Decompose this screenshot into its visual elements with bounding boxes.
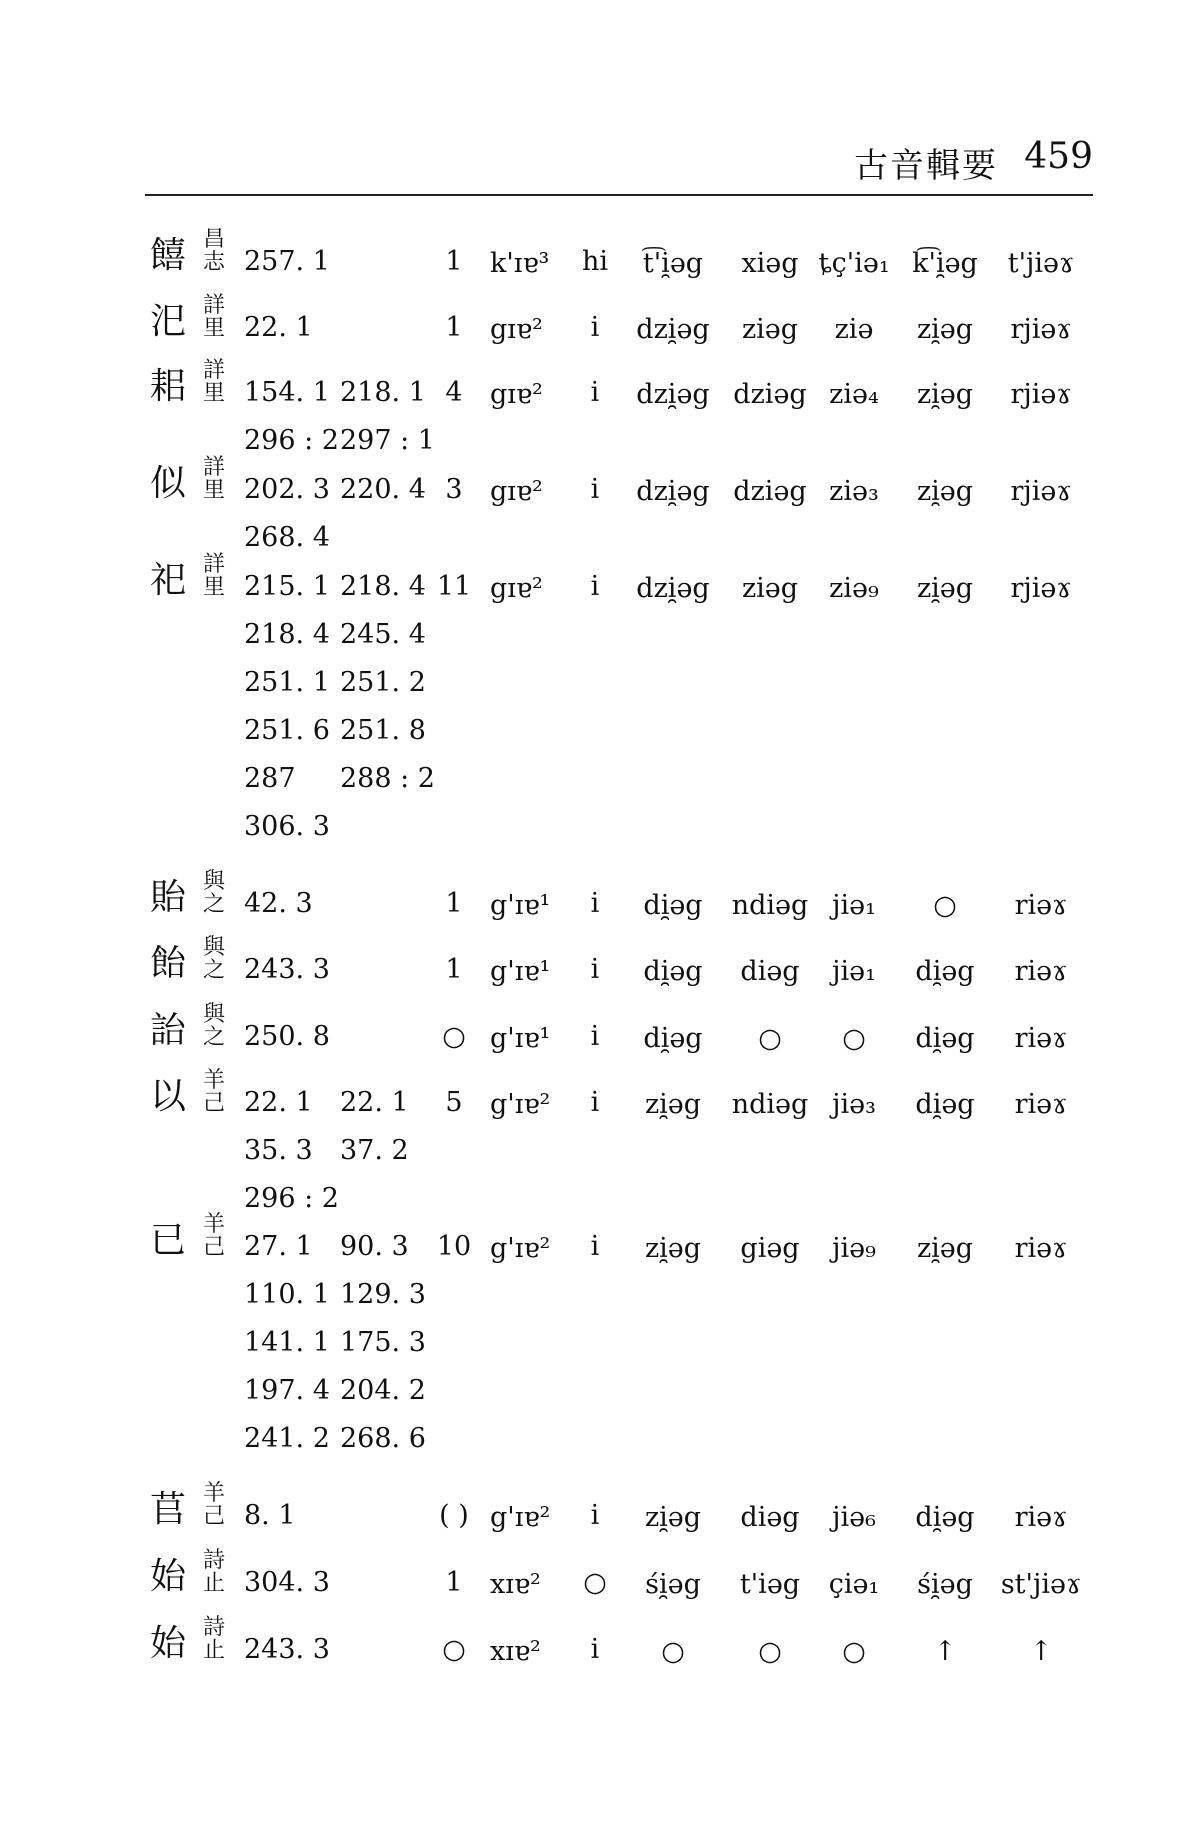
reconstruction-2: i <box>590 571 600 602</box>
reference-number: 245. 4 <box>340 619 426 650</box>
reference-line <box>244 707 435 755</box>
book-title: 古音輯要 <box>854 146 998 186</box>
reference-line <box>244 880 313 928</box>
fanqie-annotation <box>199 870 229 916</box>
reference-number: 175. 3 <box>340 1327 426 1358</box>
reference-list <box>244 880 313 928</box>
reconstruction-2: ○ <box>583 1567 607 1598</box>
reconstruction-5: ziə₄ <box>829 379 879 410</box>
occurrence-count: 1 <box>445 246 463 277</box>
reconstruction-2: i <box>590 954 600 985</box>
fanqie-char: 羊 <box>202 1212 225 1237</box>
reconstruction-6: di̯əg <box>915 1023 975 1054</box>
page-number: 459 <box>1024 136 1093 177</box>
reconstruction-7: riəɤ <box>1014 1502 1068 1533</box>
reconstruction-5: jiə₉ <box>832 1233 876 1264</box>
reconstruction-1: xɪɐ² <box>490 1636 541 1667</box>
reconstruction-2: i <box>590 1634 600 1665</box>
reference-number: 215. 1 <box>244 571 330 602</box>
fanqie-char: 詩 <box>202 1548 225 1573</box>
reconstruction-5: çiə₁ <box>828 1569 880 1600</box>
reconstruction-4: t'iəg <box>739 1569 801 1600</box>
fanqie-char: 止 <box>202 1638 225 1663</box>
reference-number: 243. 3 <box>244 954 330 985</box>
reference-number: 250. 8 <box>244 1021 330 1052</box>
fanqie-char: 羊 <box>202 1481 225 1506</box>
fanqie-char: 里 <box>202 316 225 341</box>
reconstruction-5: ziə <box>834 314 874 345</box>
occurrence-count: 3 <box>445 474 463 505</box>
fanqie-char: 里 <box>202 478 225 503</box>
reconstruction-7: t'jiəɤ <box>1007 248 1075 279</box>
reference-number: 288 : 2 <box>340 763 435 794</box>
fanqie-char: 詳 <box>202 293 225 318</box>
reconstruction-2: i <box>590 888 600 919</box>
reconstruction-4: dziəg <box>733 379 807 410</box>
reconstruction-1: g'ɪɐ² <box>490 1233 551 1264</box>
fanqie-char: 詳 <box>202 455 225 480</box>
reconstruction-4: dziəg <box>733 476 807 507</box>
reference-number: 129. 3 <box>340 1279 426 1310</box>
reference-number: 297 : 1 <box>340 425 435 456</box>
reference-number: 304. 3 <box>244 1567 330 1598</box>
head-character: 祀 <box>150 560 187 601</box>
reference-line <box>244 514 426 562</box>
reference-number: 35. 3 <box>244 1135 313 1166</box>
reference-number: 154. 1 <box>244 377 330 408</box>
reconstruction-6: zi̯əg <box>916 1233 974 1264</box>
fanqie-char: 之 <box>202 958 225 983</box>
reference-number: 287 <box>244 763 296 794</box>
reference-line <box>244 1492 296 1540</box>
reconstruction-1: g'ɪɐ¹ <box>490 956 551 987</box>
reconstruction-5: ziə₃ <box>829 476 879 507</box>
reference-list <box>244 1079 409 1223</box>
reconstruction-1: gɪɐ² <box>490 314 543 345</box>
reference-line <box>244 946 330 994</box>
reference-list <box>244 946 330 994</box>
head-character: 汜 <box>150 301 187 342</box>
reference-line <box>244 803 435 851</box>
occurrence-count: 1 <box>445 954 463 985</box>
reconstruction-3: di̯əg <box>643 956 703 987</box>
reconstruction-5: jiə₃ <box>832 1089 876 1120</box>
reconstruction-4: ziəg <box>741 573 799 604</box>
reference-line <box>244 1013 330 1061</box>
reference-line <box>244 611 435 659</box>
reconstruction-2: i <box>590 1087 600 1118</box>
reference-number: 141. 1 <box>244 1327 330 1358</box>
reference-line <box>244 1367 426 1415</box>
reconstruction-1: gɪɐ² <box>490 379 543 410</box>
reconstruction-3: zi̯əg <box>644 1233 702 1264</box>
reference-list <box>244 466 426 562</box>
occurrence-count: 1 <box>445 888 463 919</box>
head-character: 始 <box>150 1623 187 1664</box>
fanqie-char: 己 <box>202 1504 225 1529</box>
fanqie-annotation <box>199 228 229 274</box>
reconstruction-1: k'ɪɐ³ <box>490 248 550 279</box>
reference-number: 37. 2 <box>340 1135 409 1166</box>
reconstruction-6: zi̯əg <box>916 314 974 345</box>
reference-list <box>244 304 313 352</box>
fanqie-char: 之 <box>202 1025 225 1050</box>
reconstruction-7: riəɤ <box>1014 956 1068 987</box>
reference-list <box>244 1013 330 1061</box>
reference-number: 220. 4 <box>340 474 426 505</box>
head-character: 耜 <box>150 366 187 407</box>
reconstruction-5: jiə₁ <box>832 890 876 921</box>
reference-line <box>244 1559 330 1607</box>
reference-number: 296 : 2 <box>244 1183 339 1214</box>
fanqie-annotation <box>199 456 229 502</box>
reconstruction-3: ○ <box>661 1636 685 1667</box>
occurrence-count: 4 <box>445 377 463 408</box>
reference-list <box>244 1559 330 1607</box>
occurrence-count: 1 <box>445 1567 463 1598</box>
fanqie-annotation <box>199 1549 229 1595</box>
reconstruction-1: gɪɐ² <box>490 573 543 604</box>
fanqie-annotation <box>199 1482 229 1528</box>
fanqie-char: 與 <box>202 869 225 894</box>
reference-number: 90. 3 <box>340 1231 409 1262</box>
fanqie-char: 與 <box>202 935 225 960</box>
reconstruction-3: śi̯əg <box>645 1569 701 1600</box>
reference-number: 296 : 2 <box>244 425 339 456</box>
reconstruction-7: riəɤ <box>1014 890 1068 921</box>
reconstruction-1: xɪɐ² <box>490 1569 541 1600</box>
reconstruction-7: rjiəɤ <box>1010 379 1072 410</box>
reference-number: 251. 2 <box>340 667 426 698</box>
head-character: 以 <box>150 1076 187 1117</box>
reconstruction-6: ○ <box>933 890 957 921</box>
fanqie-annotation <box>199 936 229 982</box>
reconstruction-3: zi̯əg <box>644 1089 702 1120</box>
reference-list <box>244 1492 296 1540</box>
reference-number: 268. 4 <box>244 522 330 553</box>
reconstruction-3: dzi̯əg <box>636 379 710 410</box>
fanqie-annotation <box>199 1003 229 1049</box>
reference-line <box>244 466 426 514</box>
head-character: 饎 <box>150 235 187 276</box>
reference-number: 22. 1 <box>244 312 313 343</box>
reference-line <box>244 238 330 286</box>
reconstruction-5: ziə₉ <box>829 573 879 604</box>
reconstruction-5: ○ <box>842 1636 866 1667</box>
reference-list <box>244 1223 426 1463</box>
reference-list <box>244 563 435 851</box>
reconstruction-4: ziəg <box>741 314 799 345</box>
reference-number: 241. 2 <box>244 1423 330 1454</box>
reconstruction-7: st'jiəɤ <box>1000 1569 1082 1600</box>
reference-number: 268. 6 <box>340 1423 426 1454</box>
reconstruction-1: g'ɪɐ¹ <box>490 1023 551 1054</box>
occurrence-count: 11 <box>436 571 472 602</box>
reconstruction-1: g'ɪɐ² <box>490 1502 551 1533</box>
reconstruction-2: i <box>590 377 600 408</box>
head-character: 飴 <box>150 943 187 984</box>
reference-list <box>244 238 330 286</box>
reference-line <box>244 304 313 352</box>
reconstruction-5: ȶç'iə₁ <box>818 248 890 279</box>
reference-number: 27. 1 <box>244 1231 313 1262</box>
fanqie-char: 志 <box>202 250 225 275</box>
fanqie-char: 之 <box>202 892 225 917</box>
reconstruction-5: jiə₁ <box>832 956 876 987</box>
reference-number: 243. 3 <box>244 1634 330 1665</box>
reference-number: 257. 1 <box>244 246 330 277</box>
reconstruction-2: hi <box>581 246 609 277</box>
fanqie-char: 止 <box>202 1571 225 1596</box>
fanqie-char: 里 <box>202 575 225 600</box>
reference-line <box>244 659 435 707</box>
head-character: 詒 <box>150 1010 187 1051</box>
reconstruction-7: rjiəɤ <box>1010 573 1072 604</box>
reconstruction-6: k͡'i̯əg <box>912 248 978 279</box>
reconstruction-4: diəg <box>740 956 800 987</box>
reconstruction-6: zi̯əg <box>916 379 974 410</box>
reference-line <box>244 417 435 465</box>
head-character: 貽 <box>150 877 187 918</box>
reference-line <box>244 1271 426 1319</box>
reconstruction-4: ○ <box>758 1023 782 1054</box>
reconstruction-2: i <box>590 1021 600 1052</box>
reconstruction-3: dzi̯əg <box>636 314 710 345</box>
reconstruction-4: diəg <box>740 1502 800 1533</box>
reconstruction-3: dzi̯əg <box>636 573 710 604</box>
reference-number: 251. 8 <box>340 715 426 746</box>
reconstruction-1: g'ɪɐ² <box>490 1089 551 1120</box>
fanqie-annotation <box>199 359 229 405</box>
reconstruction-6: di̯əg <box>915 1502 975 1533</box>
reconstruction-7: rjiəɤ <box>1010 314 1072 345</box>
reconstruction-6: di̯əg <box>915 956 975 987</box>
reconstruction-7: riəɤ <box>1014 1233 1068 1264</box>
reconstruction-6: zi̯əg <box>916 573 974 604</box>
reconstruction-3: zi̯əg <box>644 1502 702 1533</box>
header-rule <box>145 194 1093 196</box>
reference-line <box>244 1079 409 1127</box>
reference-line <box>244 755 435 803</box>
reconstruction-2: i <box>590 1500 600 1531</box>
reconstruction-3: t͡'i̯əg <box>642 248 704 279</box>
reference-line <box>244 369 435 417</box>
fanqie-char: 己 <box>202 1235 225 1260</box>
reconstruction-7: ↑ <box>1029 1636 1053 1667</box>
reference-number: 306. 3 <box>244 811 330 842</box>
fanqie-annotation <box>199 1616 229 1662</box>
fanqie-char: 昌 <box>202 227 225 252</box>
fanqie-char: 詳 <box>202 552 225 577</box>
reference-line <box>244 1127 409 1175</box>
occurrence-count: 1 <box>445 312 463 343</box>
reference-number: 110. 1 <box>244 1279 330 1310</box>
reference-number: 22. 1 <box>340 1087 409 1118</box>
reference-line <box>244 563 435 611</box>
reference-line <box>244 1175 409 1223</box>
reference-number: 218. 4 <box>244 619 330 650</box>
reconstruction-6: śi̯əg <box>917 1569 973 1600</box>
reconstruction-5: ○ <box>842 1023 866 1054</box>
reconstruction-4: xiəg <box>741 248 799 279</box>
reconstruction-4: ndiəg <box>731 890 809 921</box>
occurrence-count: 10 <box>436 1231 472 1262</box>
fanqie-char: 詳 <box>202 358 225 383</box>
head-character: 似 <box>150 463 187 504</box>
occurrence-count: ( ) <box>439 1500 469 1531</box>
reference-line <box>244 1223 426 1271</box>
occurrence-count: 5 <box>445 1087 463 1118</box>
reconstruction-3: di̯əg <box>643 890 703 921</box>
fanqie-char: 詩 <box>202 1615 225 1640</box>
occurrence-count: ○ <box>442 1634 466 1665</box>
reconstruction-4: ○ <box>758 1636 782 1667</box>
reconstruction-1: gɪɐ² <box>490 476 543 507</box>
reconstruction-6: zi̯əg <box>916 476 974 507</box>
reference-line <box>244 1415 426 1463</box>
fanqie-annotation <box>199 1213 229 1259</box>
reference-number: 204. 2 <box>340 1375 426 1406</box>
reference-line <box>244 1319 426 1367</box>
reference-number: 8. 1 <box>244 1500 296 1531</box>
head-character: 始 <box>150 1556 187 1597</box>
fanqie-char: 羊 <box>202 1068 225 1093</box>
reconstruction-7: rjiəɤ <box>1010 476 1072 507</box>
fanqie-char: 己 <box>202 1091 225 1116</box>
reconstruction-2: i <box>590 312 600 343</box>
head-character: 已 <box>150 1220 187 1261</box>
reference-line <box>244 1626 330 1674</box>
reconstruction-3: dzi̯əg <box>636 476 710 507</box>
reference-number: 197. 4 <box>244 1375 330 1406</box>
reference-number: 218. 1 <box>340 377 426 408</box>
reconstruction-2: i <box>590 474 600 505</box>
head-character: 苢 <box>150 1489 187 1530</box>
occurrence-count: ○ <box>442 1021 466 1052</box>
reconstruction-4: ndiəg <box>731 1089 809 1120</box>
reference-number: 251. 1 <box>244 667 330 698</box>
fanqie-annotation <box>199 553 229 599</box>
reference-number: 251. 6 <box>244 715 330 746</box>
reconstruction-7: riəɤ <box>1014 1089 1068 1120</box>
reconstruction-5: jiə₆ <box>832 1502 876 1533</box>
reconstruction-6: di̯əg <box>915 1089 975 1120</box>
fanqie-annotation <box>199 1069 229 1115</box>
reconstruction-1: g'ɪɐ¹ <box>490 890 551 921</box>
fanqie-char: 里 <box>202 381 225 406</box>
reference-number: 22. 1 <box>244 1087 313 1118</box>
reference-list <box>244 1626 330 1674</box>
reference-number: 218. 4 <box>340 571 426 602</box>
reconstruction-6: ↑ <box>933 1636 957 1667</box>
fanqie-annotation <box>199 294 229 340</box>
reconstruction-2: i <box>590 1231 600 1262</box>
page-header <box>145 120 1093 196</box>
reconstruction-3: di̯əg <box>643 1023 703 1054</box>
reconstruction-7: riəɤ <box>1014 1023 1068 1054</box>
reference-list <box>244 369 435 465</box>
reference-number: 202. 3 <box>244 474 330 505</box>
reference-number: 42. 3 <box>244 888 313 919</box>
fanqie-char: 與 <box>202 1002 225 1027</box>
reconstruction-4: giəg <box>740 1233 800 1264</box>
